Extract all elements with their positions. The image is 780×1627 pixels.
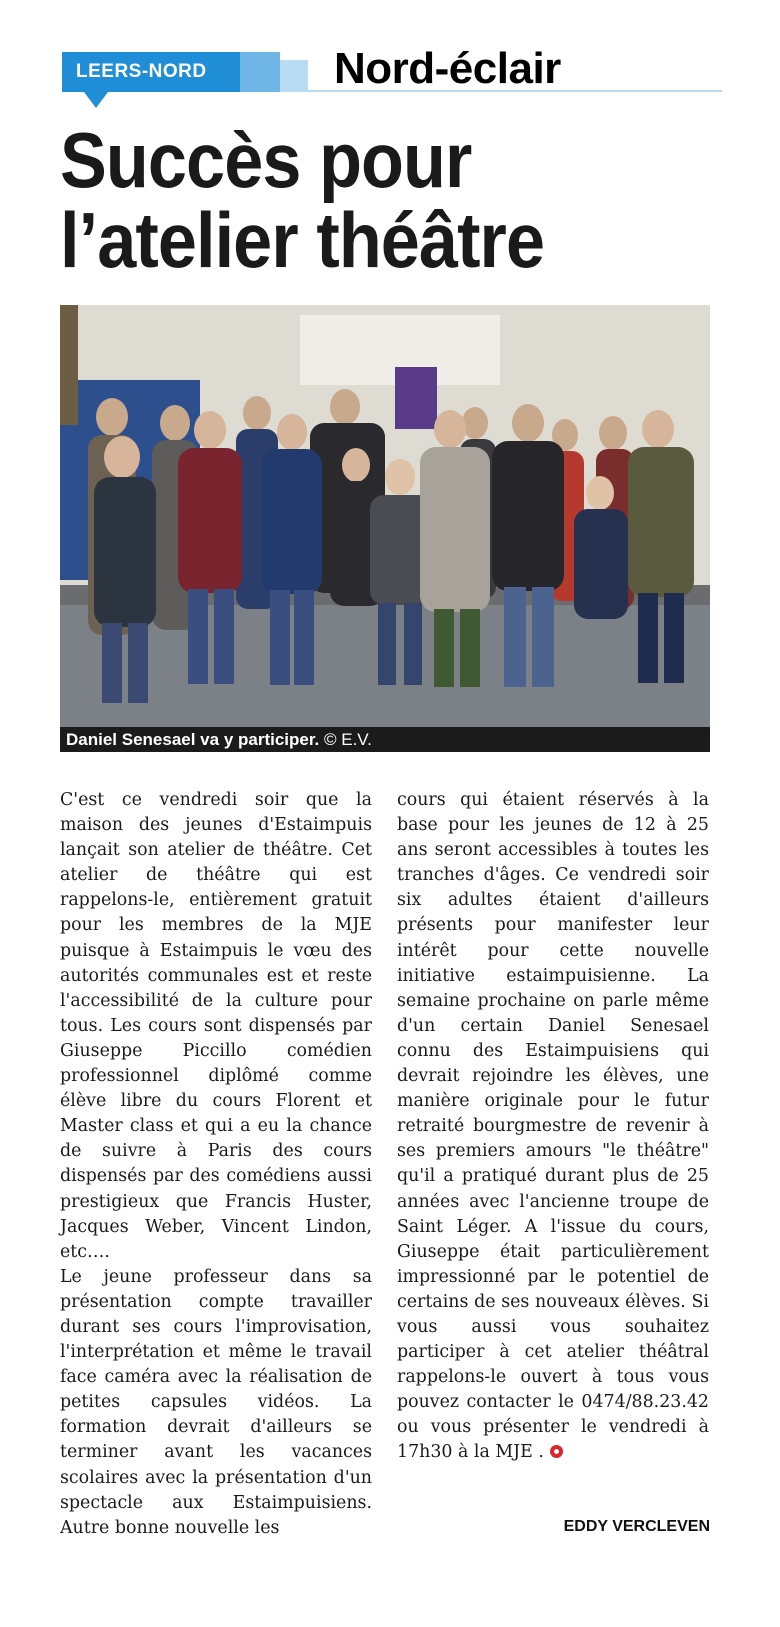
article-headline xyxy=(60,116,672,284)
section-tag-fade xyxy=(240,52,280,92)
article-paragraph-1: C'est ce vendredi soir que la maison des jeunes d'Estaimpuis lançait son atelier de théâtre. Cet atelier de théâtre qui est rappelons-le, entièrement gratuit pour les membres de la MJE puisque à Estaimpuis le vœu des autorités communales est et reste l'accessibilité de la culture pour tous. Les cours sont dispensés par Giuseppe Piccillo comédien professionnel diplômé comme élève libre du cours Florent et Master class et qui a eu la chance de suivre à Paris des cours dispensés par des comédiens aussi prestigieux que Francis Huster, Jacques Weber, Vincent Lindon, etc…. xyxy=(60,790,372,1262)
newspaper-header xyxy=(62,44,722,112)
caption-credit: © E.V. xyxy=(323,730,372,749)
section-tag-fade-light xyxy=(280,60,308,92)
article-paragraph-3-text: cours qui étaient réservés à la base pour les jeunes de 12 à 25 ans seront accessibles à toutes les tranches d'âges. Ce vendredi soir six adultes étaient d'ailleurs présents pour manifester leur intérêt pour cette nouvelle initiative estaimpuisienne. La semaine prochaine on parle même d'un certain Daniel Senesael connu des Estaimpuisiens qui devrait rejoindre les élèves, une manière originale pour le futur retraité bourgmestre de revenir à ses premiers amours "le théâtre" qu'il a pratiqué durant plus de 25 années avec l'ancienne troupe de Saint Léger. A l'issue du cours, Giuseppe était particulièrement impressionné par le potentiel de certains de ses nouveaux élèves. Si vous aussi vous souhaitez participer à cet atelier théâtral rappelons-le ouvert à tous vous pouvez contacter le 0474/88.23.42 ou vous présenter le vendredi à 17h30 à la MJE . xyxy=(397,790,709,1463)
section-tag: LEERS-NORD xyxy=(62,52,240,92)
group-photo xyxy=(60,305,710,727)
headline-line-2: l’atelier théâtre xyxy=(60,196,545,284)
photo-caption xyxy=(60,727,710,752)
article-column-right xyxy=(397,788,709,1466)
article-column-left xyxy=(60,788,372,1541)
end-of-article-icon xyxy=(550,1445,563,1458)
article-paragraph-3 xyxy=(397,788,709,1466)
caption-text: Daniel Senesael va y participer. xyxy=(66,730,320,749)
article-paragraph-2: Le jeune professeur dans sa présentation compte travailler durant ses cours l'improvisation, l'interprétation et même le travail face caméra avec la réalisation de petites capsules vidéos. La formation devrait d'ailleurs se terminer avant les vacances scolaires avec la présentation d'un spectacle aux Estaimpuisiens. Autre bonne nouvelle les xyxy=(60,1266,372,1538)
article-author: EDDY VERCLEVEN xyxy=(563,1518,710,1535)
headline-line-1: Succès pour xyxy=(60,116,472,204)
newspaper-name: Nord-éclair xyxy=(334,44,561,93)
group-photo-illustration xyxy=(60,305,710,727)
section-tag-pointer xyxy=(84,92,108,108)
